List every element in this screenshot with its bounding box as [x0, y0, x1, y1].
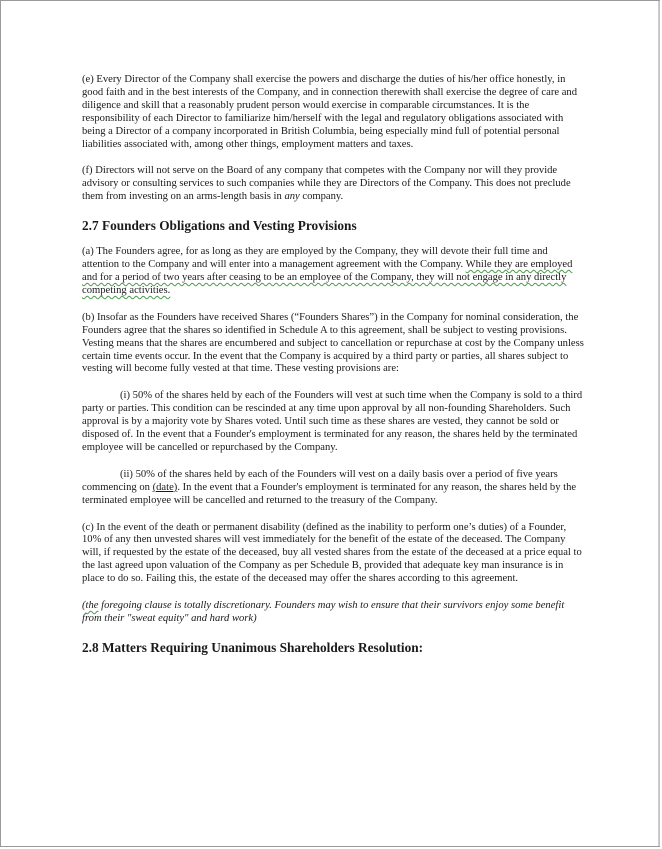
paragraph-ii-end: . In the event that a Founder's employment is terminated for any reason, the shares held by the terminated employee will be cancelled and returned to the treasury of the Company. — [82, 481, 577, 506]
grammar-flagged-word[interactable]: the — [85, 600, 99, 612]
paragraph-a — [82, 246, 584, 298]
note-open-paren: ( — [82, 600, 86, 612]
paragraph-c: (c) In the event of the death or permanent disability (defined as the inability to perform one’s duties) of a Founder, 10% of any then unvested shares will vest immediately for the benefit of the estate of the deceased. The Company will, if requested by the estate of the deceased, buy all vested shares from the estate of the deceased at a price equal to the last agreed upon valuation of the Company as per Schedule B, provided that adequate key man insurance is in place to do so. Failing this, the estate of the deceased may offer the shares according to this agreement. — [82, 521, 582, 585]
paragraph-ii — [82, 469, 584, 508]
paragraph-f — [82, 165, 584, 204]
paragraph-f-end: company. — [299, 191, 344, 203]
paragraph-ii-text: (ii) 50% of the shares held by each of the Founders will vest on a daily basis over a period of five years commencing on — [82, 468, 558, 493]
paragraph-b: (b) Insofar as the Founders have received Shares (“Founders Shares”) in the Company for nominal consideration, the Founders agree that the shares so identified in Schedule A to this agreement, shall be subject to vesting provisions. Vesting means that the shares are encumbered and subject to cancellation or repurchase at cost by the Company unless certain time events occur. In the event that the Company is acquired by a third party or parties, all shares subject to vesting will become fully vested at that time. These vesting provisions are: — [82, 311, 584, 375]
paragraph-i: (i) 50% of the shares held by each of the Founders will vest at such time when the Company is sold to a third party or parties. This condition can be rescinded at any time upon approval by all non-founding Shareholders. Such approval is by a majority vote by Shares voted. Until such time as these shares are vested, they cannot be sold or disposed of. In the event that a Founder's employment is terminated for any reason, the shares held by the terminated employee will be cancelled or repurchased by the Company. — [82, 390, 583, 453]
document-body — [82, 74, 584, 668]
paragraph-e: (e) Every Director of the Company shall exercise the powers and discharge the duties of his/her office honestly, in good faith and in the best interests of the Company, and in connection therewith shall exercise the degree of care and diligence and skill that a reasonably prudent person would exercise in comparable circumstances. It is the responsibility of each Director to familiarize him/herself with the legal and regulatory obligations associated with being a Director of a company incorporated in British Columbia, being especially mind full of potential personal liabilities associated with, among other things, employment matters and taxes. — [82, 74, 577, 150]
paragraph-f-emphasis: any — [284, 191, 300, 203]
grammar-flagged-text[interactable]: While they are employed and for a period of two years after ceasing to be an employee of the Company, they will not engage in any directly competing activities. — [82, 259, 573, 296]
section-heading-2-8: 2.8 Matters Requiring Unanimous Shareholders Resolution: — [82, 639, 424, 655]
note-text: foregoing clause is totally discretionary. Founders may wish to ensure that their survivors enjoy some benefit from their "sweat equity" and hard work) — [82, 600, 565, 624]
date-placeholder: (date) — [152, 481, 178, 493]
section-heading-2-7: 2.7 Founders Obligations and Vesting Provisions — [82, 218, 357, 234]
paragraph-a-text: (a) The Founders agree, for as long as they are employed by the Company, they will devote their full time and attention to the Company and will enter into a management agreement with the Company. — [82, 246, 548, 271]
paragraph-f-text: (f) Directors will not serve on the Board of any company that competes with the Company nor will they provide advisory or consulting services to such companies while they are Directors of the Company. This does not preclude them from investing on an arms-length basis in — [82, 165, 571, 203]
discretionary-note — [82, 600, 584, 626]
